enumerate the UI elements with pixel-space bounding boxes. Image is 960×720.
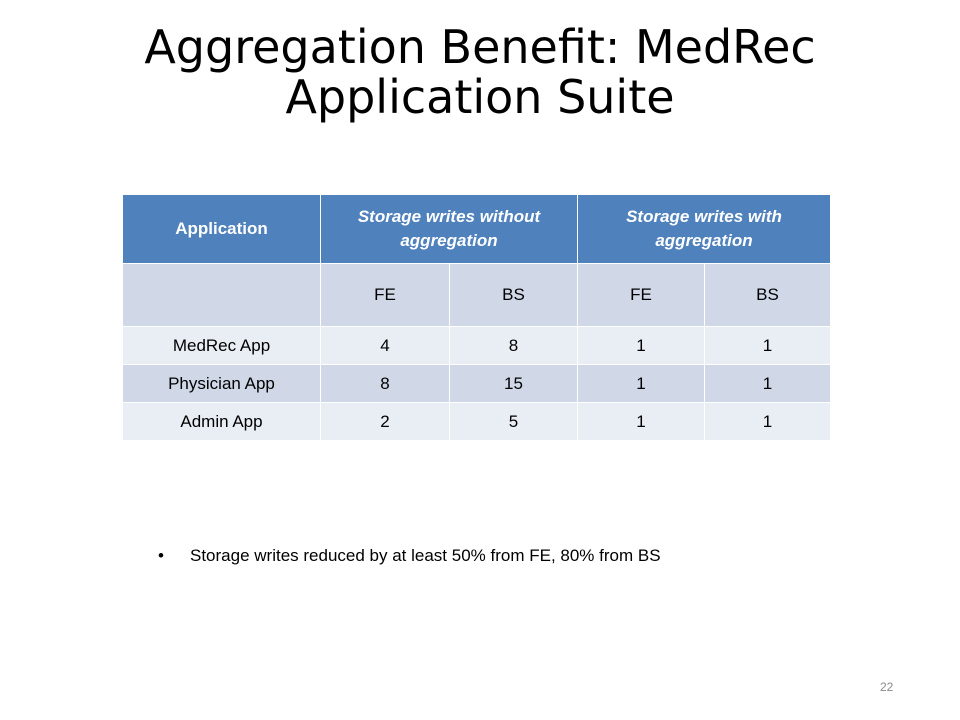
header-without-aggregation: Storage writes without aggregation [321, 195, 578, 264]
bullet-text: Storage writes reduced by at least 50% from FE, 80% from BS [190, 546, 661, 565]
table-cell: 1 [705, 365, 831, 403]
header-application: Application [123, 195, 321, 264]
header-with-aggregation: Storage writes with aggregation [578, 195, 831, 264]
table-cell: 1 [578, 403, 705, 441]
table-row [123, 365, 831, 403]
table-row [123, 327, 831, 365]
table-row [123, 403, 831, 441]
slide-title [60, 22, 900, 122]
table-cell: 8 [450, 327, 578, 365]
table-cell: 1 [578, 327, 705, 365]
table-cell: 1 [705, 403, 831, 441]
subheader-cell: BS [450, 264, 578, 327]
storage-writes-table [122, 194, 831, 441]
subheader-cell [123, 264, 321, 327]
page-number: 22 [880, 680, 894, 694]
row-app-name: Physician App [123, 365, 321, 403]
table-header-row [123, 195, 831, 264]
row-app-name: Admin App [123, 403, 321, 441]
subheader-cell: BS [705, 264, 831, 327]
table-cell: 1 [578, 365, 705, 403]
subheader-cell: FE [578, 264, 705, 327]
title-line-2: Application Suite [285, 70, 675, 124]
title-line-1: Aggregation Benefit: MedRec [144, 20, 816, 74]
row-app-name: MedRec App [123, 327, 321, 365]
table-cell: 4 [321, 327, 450, 365]
bullet-dot-icon: • [158, 546, 164, 565]
subheader-cell: FE [321, 264, 450, 327]
table-subheader-row [123, 264, 831, 327]
table-cell: 5 [450, 403, 578, 441]
table-cell: 8 [321, 365, 450, 403]
table-cell: 15 [450, 365, 578, 403]
table-cell: 2 [321, 403, 450, 441]
table-cell: 1 [705, 327, 831, 365]
